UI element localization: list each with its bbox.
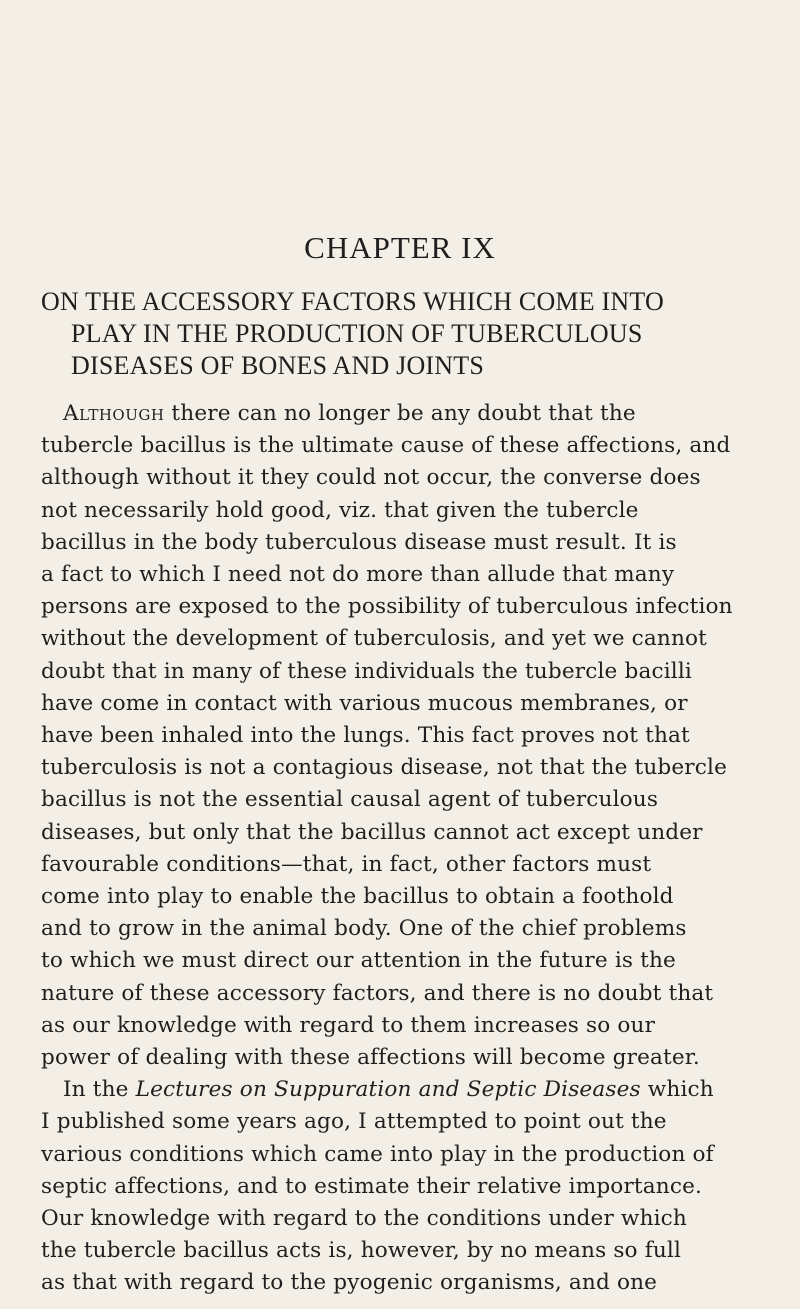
paragraph-line: Our knowledge with regard to the conditions under which — [41, 1206, 687, 1232]
heading-line: PLAY IN THE PRODUCTION OF TUBERCULOUS — [71, 319, 643, 348]
paragraph-line: I published some years ago, I attempted to point out the — [41, 1109, 667, 1135]
chapter-heading — [41, 286, 741, 382]
paragraph-line: to which we must direct our attention in the future is the — [41, 948, 676, 974]
paragraph-line: the tubercle bacillus acts is, however, by no means so full — [41, 1238, 682, 1264]
paragraph-line: various conditions which came into play in the production of — [41, 1141, 714, 1167]
paragraph-line — [41, 1074, 731, 1106]
paragraph-line: as that with regard to the pyogenic organisms, and one — [41, 1270, 658, 1296]
paragraph-line: favourable conditions—that, in fact, other factors must — [41, 851, 652, 877]
paragraph-line: and to grow in the animal body. One of the chief problems — [41, 916, 687, 942]
paragraph-line: come into play to enable the bacillus to obtain a foothold — [41, 884, 674, 910]
paragraph-line: tubercle bacillus is the ultimate cause of these affections, and — [41, 433, 731, 459]
body-text — [41, 398, 731, 1300]
paragraph-line: have been inhaled into the lungs. This fact proves not that — [41, 723, 690, 749]
paragraph-line: although without it they could not occur, the converse does — [41, 465, 701, 491]
paragraph-line: tuberculosis is not a contagious disease, not that the tubercle — [41, 755, 727, 781]
paragraph-line: septic affections, and to estimate their relative importance. — [41, 1173, 703, 1199]
paragraph-line: as our knowledge with regard to them increases so our — [41, 1012, 656, 1038]
heading-line: DISEASES OF BONES AND JOINTS — [71, 351, 484, 380]
lead-word: Although — [63, 401, 165, 426]
paragraph-line: persons are exposed to the possibility of tuberculous infection — [41, 594, 733, 620]
book-title-reference: Lectures on Suppuration and Septic Diseases — [135, 1077, 641, 1103]
paragraph-line: doubt that in many of these individuals the tubercle bacilli — [41, 658, 692, 684]
paragraph-text: there can no longer be any doubt that the — [164, 401, 636, 426]
heading-line: ON THE ACCESSORY FACTORS WHICH COME INTO — [41, 287, 664, 316]
paragraph-text: which — [640, 1077, 714, 1103]
chapter-title: CHAPTER IX — [304, 230, 496, 265]
paragraph-line: diseases, but only that the bacillus cannot act except under — [41, 819, 703, 845]
paragraph-line: without the development of tuberculosis, and yet we cannot — [41, 626, 708, 652]
paragraph-line: power of dealing with these affections will become greater. — [41, 1045, 700, 1071]
paragraph-line: a fact to which I need not do more than allude that many — [41, 562, 675, 588]
paragraph-line: have come in contact with various mucous membranes, or — [41, 690, 688, 716]
paragraph-line: bacillus is not the essential causal agent of tuberculous — [41, 787, 659, 813]
paragraph-line: nature of these accessory factors, and there is no doubt that — [41, 980, 714, 1006]
paragraph-line: not necessarily hold good, viz. that given the tubercle — [41, 497, 639, 523]
paragraph-line: bacillus in the body tuberculous disease must result. It is — [41, 529, 677, 555]
paragraph-line — [41, 398, 731, 430]
paragraph-text: In the — [63, 1077, 136, 1103]
